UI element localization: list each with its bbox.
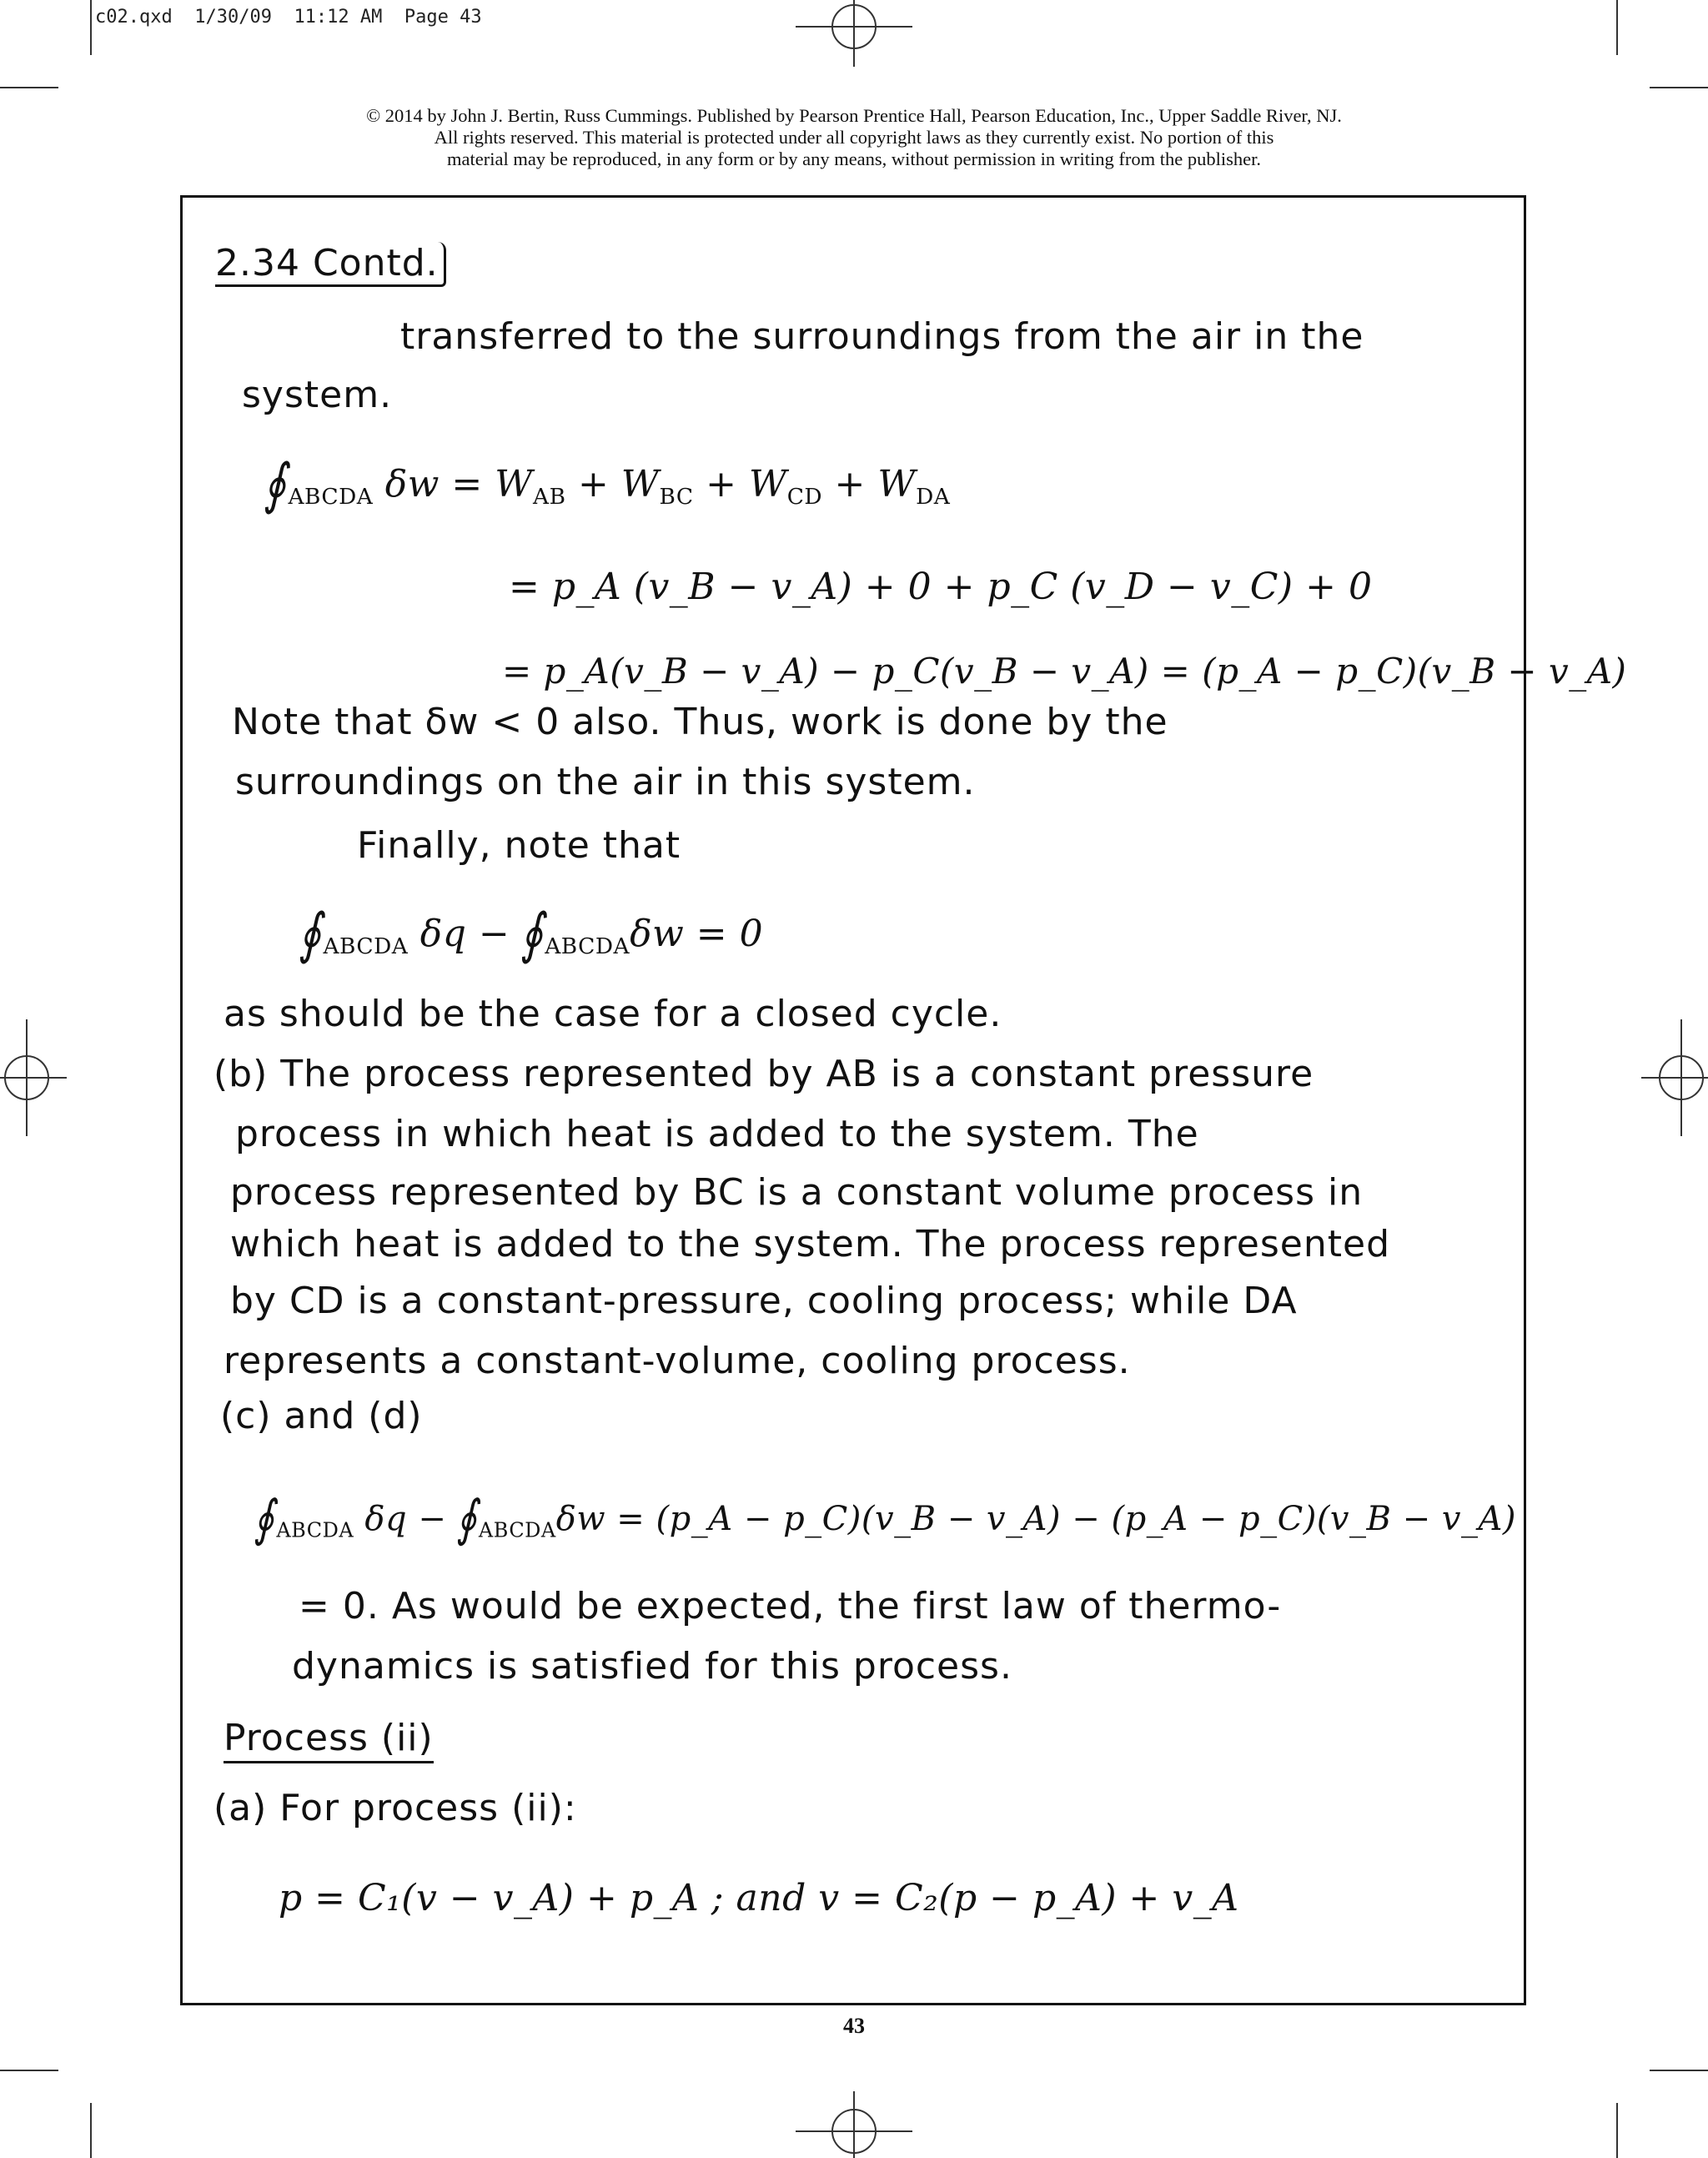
copyright-line: All rights reserved. This material is protected under all copyright laws as they currently exist. No portion of this — [434, 127, 1274, 148]
text-line: represents a constant-volume, cooling process. — [224, 1340, 1131, 1382]
copyright-line: material may be reproduced, in any form or by any means, without permission in writing from the publisher. — [446, 148, 1262, 169]
text-line: as should be the case for a closed cycle. — [224, 993, 1002, 1035]
crop-mark — [1616, 0, 1618, 55]
registration-mark-top — [796, 0, 912, 67]
equation-line: = p_A (v_B − v_A) + 0 + p_C (v_D − v_C) + 0 — [509, 566, 1373, 608]
crop-mark — [1650, 2070, 1708, 2071]
crop-mark — [1650, 87, 1708, 88]
process-ii-heading: Process (ii) — [224, 1717, 434, 1759]
equation-line: = p_A(v_B − v_A) − p_C(v_B − v_A) = (p_A − p_C)(v_B − v_A) — [502, 651, 1627, 692]
text-line: system. — [242, 374, 393, 416]
text-line: Note that δw < 0 also. Thus, work is done by the — [232, 701, 1168, 743]
solution-heading: 2.34 Contd. — [215, 242, 446, 284]
text-line: process in which heat is added to the system. The — [235, 1113, 1199, 1155]
equation-closed-cycle: $∮_{ABCDA}$ $\delta q - ∮_{ABCDA}\delta w = 0$ — [299, 902, 764, 966]
text-line: by CD is a constant-pressure, cooling process; while DA — [230, 1280, 1298, 1322]
equation-first-law: $∮_{ABCDA}$ $\delta q - ∮_{ABCDA}\delta w$ = (p_A − p_C)(v_B − v_A) − (p_A − p_C)(v_B − v_A) — [254, 1490, 1516, 1548]
crop-mark — [90, 0, 92, 55]
crop-mark — [90, 2103, 92, 2158]
page-number: 43 — [843, 2014, 865, 2038]
crop-mark — [1616, 2103, 1618, 2158]
text-line: dynamics is satisfied for this process. — [292, 1645, 1012, 1688]
copyright-notice — [0, 105, 1708, 170]
text-line: (c) and (d) — [220, 1395, 423, 1437]
registration-mark-bottom — [796, 2091, 912, 2158]
text-line: process represented by BC is a constant volume process in — [230, 1171, 1364, 1214]
equation-work-cycle: $∮_{ABCDA}$ $\delta w = W_{AB} + W_{BC} + W_{CD} + W_{DA}$ — [264, 452, 951, 516]
text-line: Finally, note that — [357, 824, 681, 867]
crop-mark — [0, 87, 58, 88]
crop-mark — [0, 2070, 58, 2071]
printer-slug: c02.qxd 1/30/09 11:12 AM Page 43 — [95, 7, 482, 28]
copyright-line: © 2014 by John J. Bertin, Russ Cummings. Published by Pearson Prentice Hall, Pearson Education, Inc., Upper Saddle River, NJ. — [366, 105, 1342, 126]
equation-process-ii: p = C₁(v − v_A) + p_A ; and v = C₂(p − p_A) + v_A — [279, 1877, 1239, 1919]
text-line: = 0. As would be expected, the first law of thermo- — [299, 1585, 1282, 1627]
text-line: (a) For process (ii): — [214, 1787, 577, 1829]
text-line: which heat is added to the system. The process represented — [230, 1223, 1390, 1265]
text-line: transferred to the surroundings from the air in the — [400, 315, 1364, 358]
text-line: (b) The process represented by AB is a constant pressure — [214, 1053, 1314, 1095]
registration-mark-left — [0, 1019, 67, 1136]
registration-mark-right — [1641, 1019, 1708, 1136]
text-line: surroundings on the air in this system. — [235, 761, 976, 803]
